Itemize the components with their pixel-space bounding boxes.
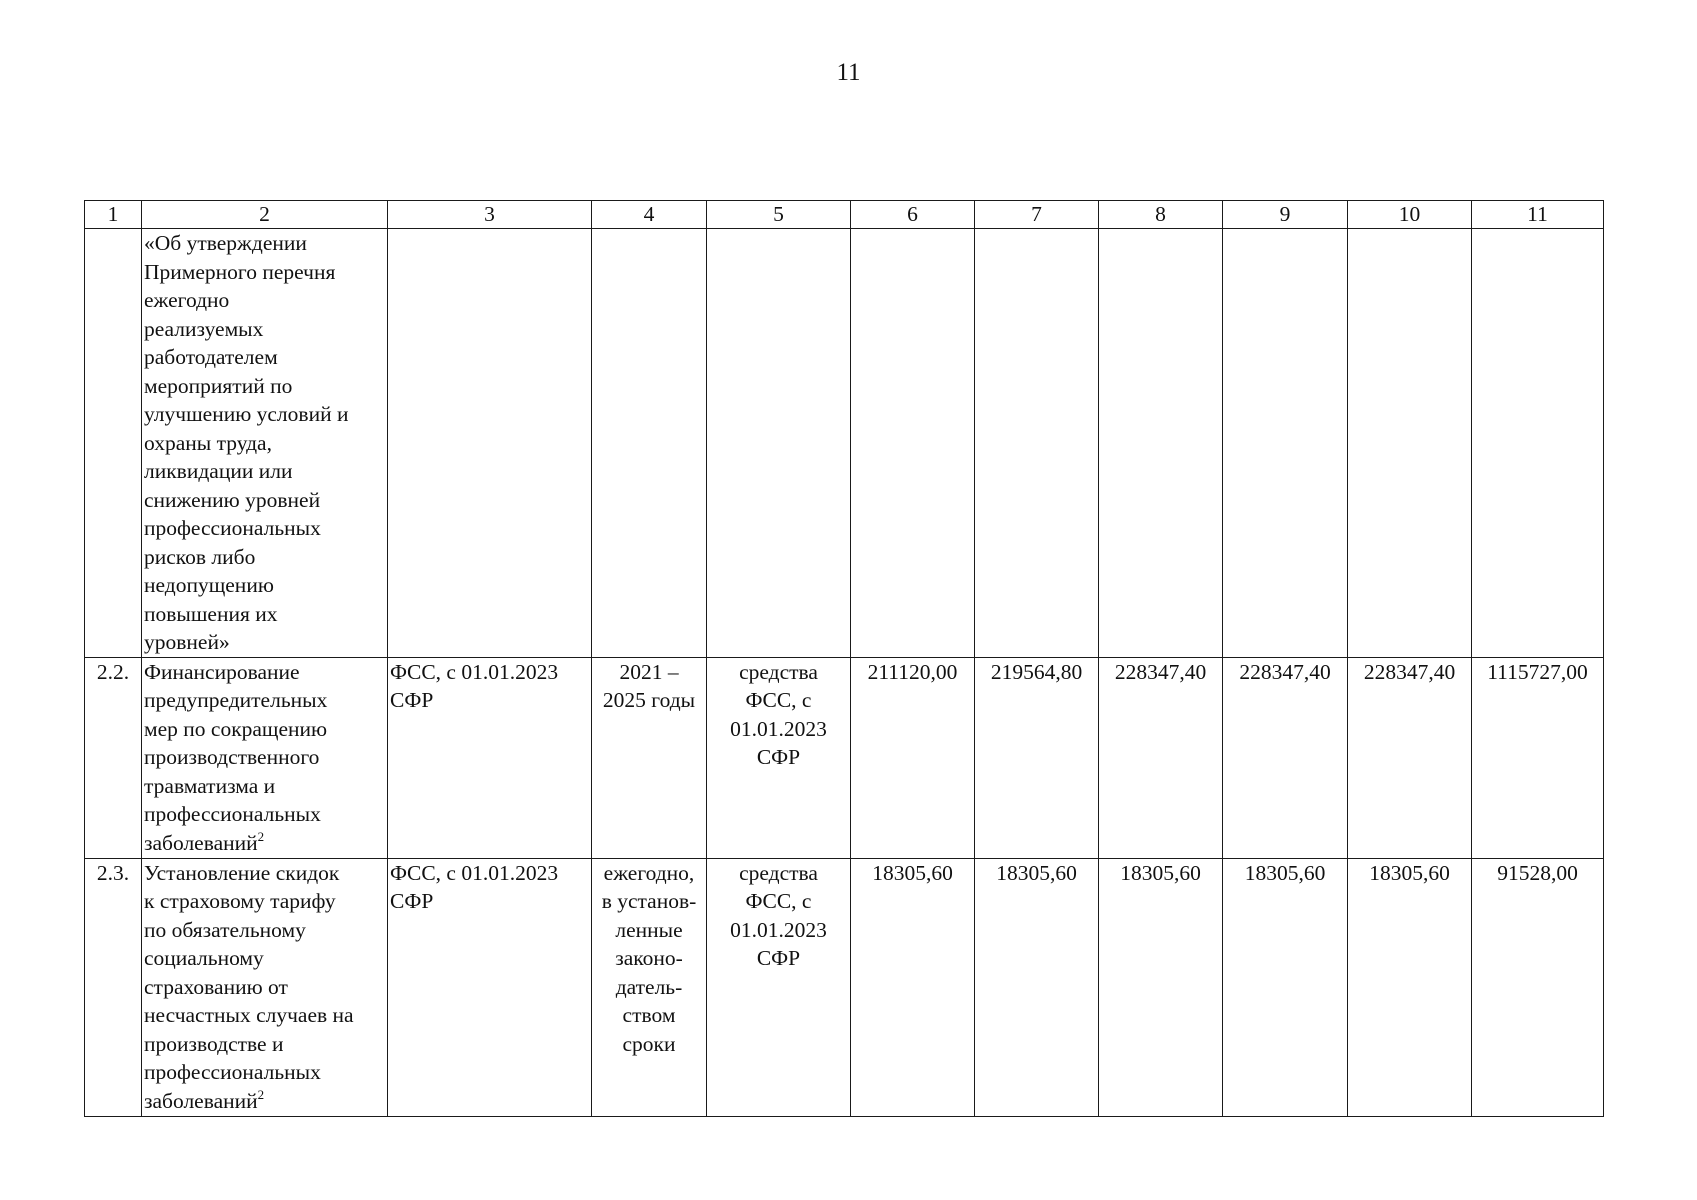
funding-source bbox=[707, 229, 851, 658]
value-col-8 bbox=[1099, 229, 1223, 658]
measure-title bbox=[142, 657, 388, 858]
executor bbox=[388, 229, 592, 658]
header-cell-7: 7 bbox=[975, 201, 1099, 229]
header-cell-6: 6 bbox=[851, 201, 975, 229]
header-cell-8: 8 bbox=[1099, 201, 1223, 229]
term: 2021 – 2025 годы bbox=[592, 657, 707, 858]
value-col-8: 18305,60 bbox=[1099, 858, 1223, 1116]
measure-title bbox=[142, 858, 388, 1116]
value-col-10: 18305,60 bbox=[1348, 858, 1472, 1116]
value-col-6 bbox=[851, 229, 975, 658]
term: ежегодно, в установ- ленные законо- датель- ством сроки bbox=[592, 858, 707, 1116]
header-cell-5: 5 bbox=[707, 201, 851, 229]
value-col-9 bbox=[1223, 229, 1348, 658]
value-col-11: 91528,00 bbox=[1472, 858, 1604, 1116]
row-number: 2.3. bbox=[85, 858, 142, 1116]
value-col-7 bbox=[975, 229, 1099, 658]
value-col-7: 18305,60 bbox=[975, 858, 1099, 1116]
row-number bbox=[85, 229, 142, 658]
footnote-mark: 2 bbox=[257, 828, 265, 844]
term bbox=[592, 229, 707, 658]
header-cell-3: 3 bbox=[388, 201, 592, 229]
value-col-7: 219564,80 bbox=[975, 657, 1099, 858]
measure-title-text: Установление скидок к страховому тарифу по обязательному социальному страхованию от несчастных случаев на производстве и профессиональных заболеваний bbox=[144, 860, 354, 1113]
value-col-11: 1115727,00 bbox=[1472, 657, 1604, 858]
funding-source: средства ФСС, с 01.01.2023 СФР bbox=[707, 657, 851, 858]
measure-title bbox=[142, 229, 388, 658]
value-col-10 bbox=[1348, 229, 1472, 658]
value-col-8: 228347,40 bbox=[1099, 657, 1223, 858]
header-row bbox=[85, 201, 1604, 229]
value-col-6: 18305,60 bbox=[851, 858, 975, 1116]
budget-table bbox=[84, 200, 1604, 1117]
value-col-9: 228347,40 bbox=[1223, 657, 1348, 858]
header-cell-10: 10 bbox=[1348, 201, 1472, 229]
table-row bbox=[85, 657, 1604, 858]
value-col-9: 18305,60 bbox=[1223, 858, 1348, 1116]
value-col-10: 228347,40 bbox=[1348, 657, 1472, 858]
measure-title-text: Финансирование предупредительных мер по сокращению производственного травматизма и профессиональных заболеваний bbox=[144, 659, 328, 855]
header-cell-2: 2 bbox=[142, 201, 388, 229]
measure-title-text: «Об утверждении Примерного перечня ежегодно реализуемых работодателем мероприятий по улучшению условий и охраны труда, ликвидации или снижению уровней профессиональных рисков либо недопущению повышения их уровней» bbox=[144, 231, 349, 654]
footnote-mark: 2 bbox=[257, 1086, 265, 1102]
table-row bbox=[85, 858, 1604, 1116]
value-col-6: 211120,00 bbox=[851, 657, 975, 858]
value-col-11 bbox=[1472, 229, 1604, 658]
executor: ФСС, с 01.01.2023 СФР bbox=[388, 858, 592, 1116]
header-cell-4: 4 bbox=[592, 201, 707, 229]
table-row bbox=[85, 229, 1604, 658]
page-number: 11 bbox=[836, 59, 861, 86]
header-cell-9: 9 bbox=[1223, 201, 1348, 229]
header-cell-11: 11 bbox=[1472, 201, 1604, 229]
funding-source: средства ФСС, с 01.01.2023 СФР bbox=[707, 858, 851, 1116]
header-cell-1: 1 bbox=[85, 201, 142, 229]
row-number: 2.2. bbox=[85, 657, 142, 858]
executor: ФСС, с 01.01.2023 СФР bbox=[388, 657, 592, 858]
